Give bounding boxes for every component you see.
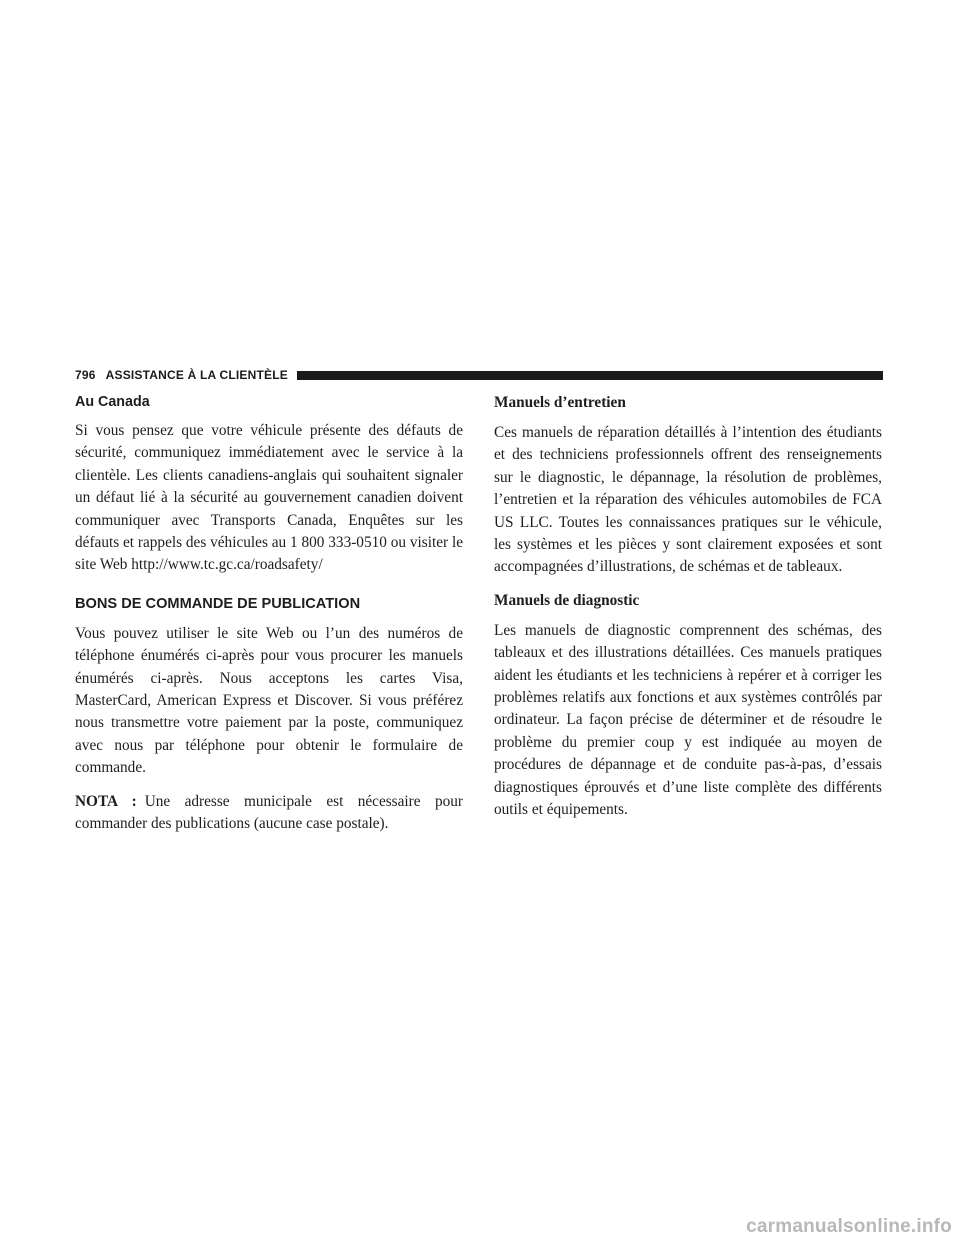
note-text: Une adresse municipale est nécessaire pour commander des publications (aucune case postale).: [75, 792, 463, 833]
page-number: 796: [75, 368, 96, 382]
left-column: [75, 392, 463, 847]
heading-au-canada: Au Canada: [75, 394, 150, 410]
site-watermark: carmanualsonline.info: [746, 1216, 952, 1237]
paragraph-service-manuals: Ces manuels de réparation détaillés à l’intention des étudiants et des techniciens professionnels offrent des renseignements sur le diagnostic, le dépannage, la résolution de problèmes, l’entretien et la réparation des véhicules automobiles de FCA US LLC. Toutes les connaissances pratiques sur le véhicule, les systèmes et les pièces y sont clairement exposées et sont accompagnées d’illustrations, de schémas et de tableaux.: [494, 424, 882, 576]
heading-diagnostic-manuals: Manuels de diagnostic: [494, 591, 640, 609]
right-column: [494, 392, 882, 833]
section-title: ASSISTANCE À LA CLIENTÈLE: [105, 368, 288, 382]
note-paragraph: [75, 791, 463, 836]
paragraph-diagnostic-manuals: Les manuels de diagnostic comprennent des schémas, des tableaux et des illustrations détaillées. Ces manuels pratiques aident les étudiants et les techniciens à repérer et à corriger les problèmes relatifs aux fonctions et aux systèmes contrôlés par ordinateur. La façon précise de déterminer et de résoudre le problème du premier coup y est indiquée au moyen de procédures de dépannage et de conduite pas-à-pas, d’essais diagnostiques éprouvés et d’une liste complète des différents outils et équipements.: [494, 621, 882, 819]
heading-service-manuals: Manuels d’entretien: [494, 394, 626, 411]
note-label: NOTA :: [75, 792, 137, 810]
paragraph-canada: Si vous pensez que votre véhicule présente des défauts de sécurité, communiquez immédiatement avec le service à la clientèle. Les clients canadiens-anglais qui souhaitent signaler un défaut lié à la sécurité au gouvernement canadien doivent communiquer avec Transports Canada, Enquêtes sur les défauts et rappels des véhicules au 1 800 333-0510 ou visiter le site Web http://www.tc.gc.ca/roadsafety/: [75, 422, 463, 574]
heading-publication-orders: BONS DE COMMANDE DE PUBLICATION: [75, 595, 361, 612]
paragraph-orders: Vous pouvez utiliser le site Web ou l’un des numéros de téléphone énumérés ci-après pour vous procurer les manuels énumérés ci-après. Nous acceptons les cartes Visa, MasterCard, American Express et Discover. Si vous préférez nous transmettre votre paiement par la poste, communiquez avec nous par téléphone pour obtenir le formulaire de commande.: [75, 624, 463, 777]
header-rule: [297, 371, 883, 380]
page-header: [75, 367, 883, 383]
